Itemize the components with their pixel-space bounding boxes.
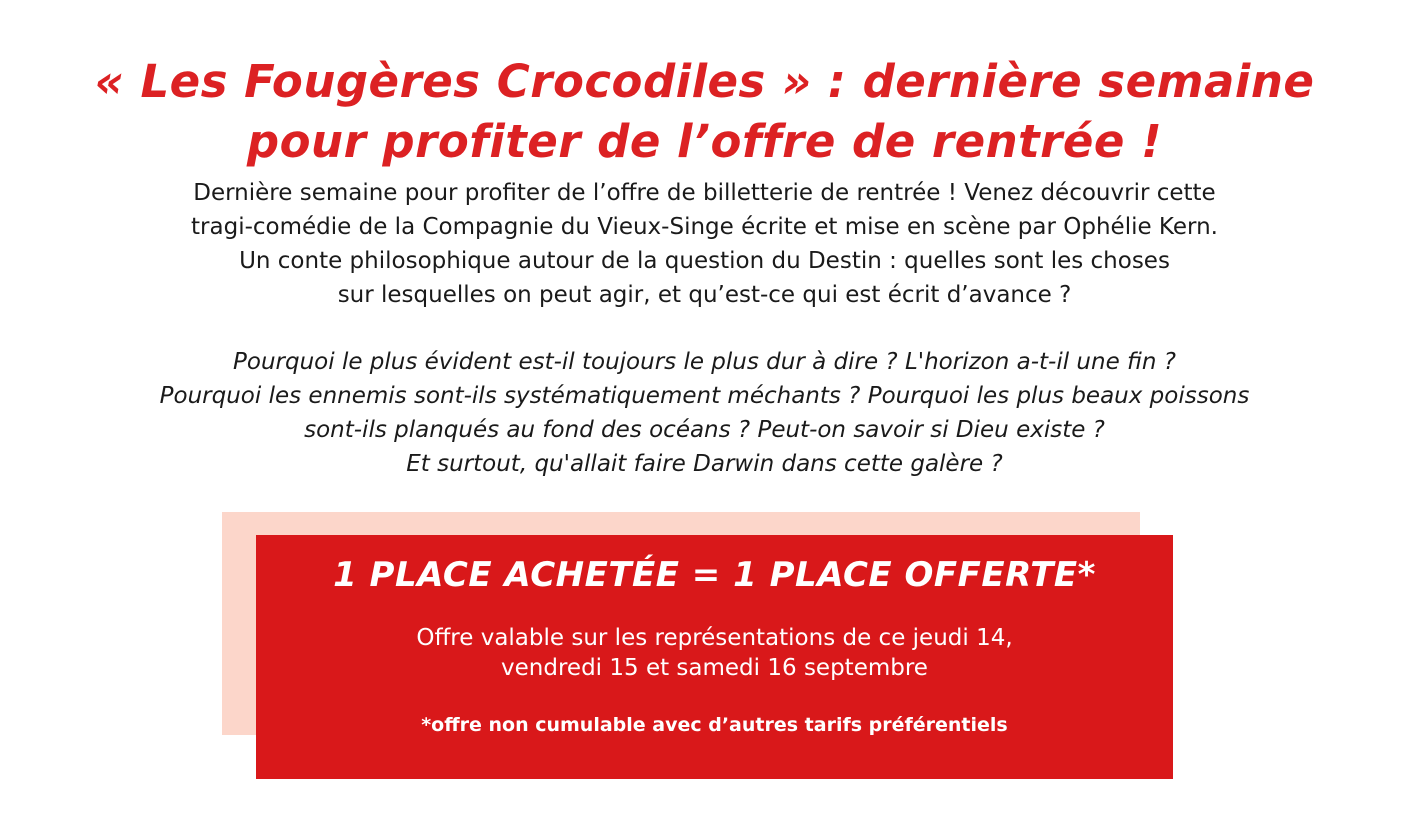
offer-details-line: Offre valable sur les représentations de ce jeudi 14, bbox=[416, 625, 1013, 651]
intro-line: Un conte philosophique autour de la question du Destin : quelles sont les choses bbox=[239, 248, 1170, 274]
offer-details bbox=[256, 623, 1173, 683]
intro-line: tragi-comédie de la Compagnie du Vieux-Singe écrite et mise en scène par Ophélie Kern. bbox=[191, 214, 1218, 240]
page-title-line-1: « Les Fougères Crocodiles » : dernière semaine bbox=[94, 55, 1315, 109]
page-title-line-2: pour profiter de l’offre de rentrée ! bbox=[246, 115, 1163, 169]
offer-panel bbox=[256, 535, 1173, 779]
question-line: Et surtout, qu'allait faire Darwin dans cette galère ? bbox=[406, 451, 1003, 477]
intro-line: sur lesquelles on peut agir, et qu’est-ce qui est écrit d’avance ? bbox=[337, 282, 1072, 308]
question-line: sont-ils planqués au fond des océans ? Peut-on savoir si Dieu existe ? bbox=[304, 417, 1105, 443]
offer-title: 1 PLACE ACHETÉE = 1 PLACE OFFERTE* bbox=[333, 555, 1096, 595]
page-title bbox=[0, 52, 1409, 172]
intro-line: Dernière semaine pour profiter de l’offre de billetterie de rentrée ! Venez découvrir cette bbox=[193, 180, 1216, 206]
questions-paragraph bbox=[0, 345, 1409, 481]
intro-paragraph bbox=[0, 176, 1409, 312]
question-line: Pourquoi les ennemis sont-ils systématiquement méchants ? Pourquoi les plus beaux poissons bbox=[159, 383, 1250, 409]
offer-footnote: *offre non cumulable avec d’autres tarifs préférentiels bbox=[421, 714, 1008, 736]
offer-details-line: vendredi 15 et samedi 16 septembre bbox=[501, 655, 928, 681]
question-line: Pourquoi le plus évident est-il toujours le plus dur à dire ? L'horizon a-t-il une fin ? bbox=[233, 349, 1176, 375]
